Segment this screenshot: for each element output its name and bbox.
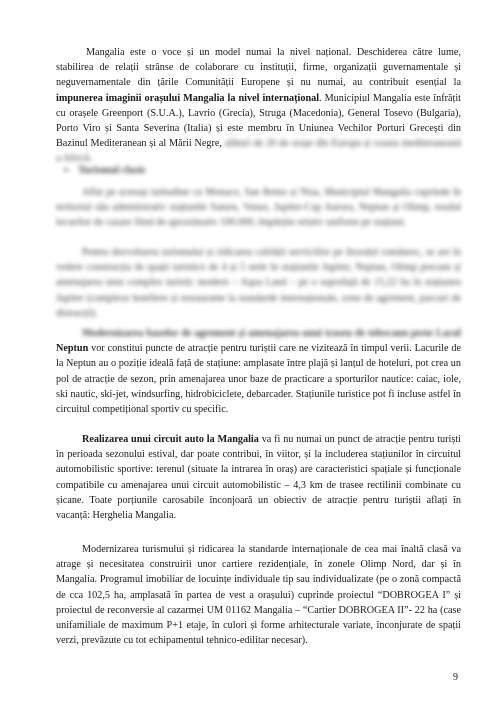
bold-phrase: Neptun: [56, 343, 89, 355]
bold-phrase: impunerea imaginii orașului Mangalia la nivel internațional: [56, 92, 320, 104]
bullet-arrow-icon: ➢: [62, 165, 71, 176]
paragraph-classic-tourism: Aflat pe aceeași latitudine cu Monaco, San Remo și Nisa, Municipiul Mangalia cuprinde în teritoriul său administrativ stațiunile Saturn, Venus, Jupiter-Cap Aurora, Neptun și Olimp, totalul locurilor de cazare fiind de aproximativ 100.000, împărțite relativ uniform pe stațiuni.: [56, 187, 461, 229]
paragraph-residential: Modernizarea turismului și ridicarea la standarde internaționale de cea mai înaltă clasă va atrage și necesitatea construirii unor cartiere rezidențiale, în zonele Olimp Nord, dar și în Mangalia. Programul imobiliar de locuințe individuale tip sau individualizate (pe o zonă compactă de cca 102,5 ha, amplasată în partea de vest a orașului) cuprinde proiectul “DOBROGEA I” și proiectul de reconversie al cazarmei UM 01162 Mangalia – “Cartier DOBROGEA II”- 22 ha (case unifamiliale de maximum P+1 etaje, în culori și forme arhitecturale variate, înconjurate de spații verzi, prevăzute cu tot echipamentul tehnico-edilitar necesar).: [56, 544, 461, 647]
paragraph-neptun-lakes: [56, 326, 461, 417]
paragraph-development: Pentru dezvoltarea turismului și ridicarea calității serviciilor pe litoralul românesc, se are în vedere construcția de spații turistice de 4 și 5 stele în stațiunile Jupiter, Neptun, Olimp precum și amenajarea unui complex turistic modern – Aqua Land – pe o suprafață de 15,22 ha în stațiunea Jupiter (complexe hoteliere și restaurante la standarde internaționale, zone de agrement, parcuri de distracții).: [56, 247, 461, 319]
paragraph-text: . Municipiul Mangalia este înfrățit cu orașele Greenport (S.U.A.), Lavrio (Grecia), Struga (Macedonia), General Tosevo (Bulgaria), Porto Viro și Santa Severina (Italia) și este membru în Uniunea Vechilor Porturi Grecești din Bazinul Mediteranean și al Mării Negre,: [56, 92, 461, 150]
blurred-heading: Modernizarea bazelor de agrement și amenajarea unui traseu de telescaun peste Lacul: [82, 328, 461, 339]
page-number: 9: [453, 672, 458, 683]
paragraph-text: vor constitui puncte de atracție pentru turiștii care ne vizitează în timpul verii. Lacurile de la Neptun au o poziție ideală față de stațiune: amplasate între plajă și lanțul de hoteluri, pot crea un pol de atracție de sezon, prin amenajarea unor baze de practicare a sporturilor nautice: caiac, iole, ski nautic, ski-jet, windsurfing, hidrobiciclete, debarcader. Stațiunile turistice pot fi incluse astfel în circuitul competițional sportiv cu specific.: [56, 343, 461, 416]
paragraph-text: va fi nu numai un punct de atracție pentru turiști în perioada sezonului estival, dar poate contribui, în viitor, și la includerea stațiunilor în circuitul automobilistic sportive: terenul (situate la intrarea în oraș) are caracteristici spațiale și funcționale compatibile cu amenajarea unui circuit automobilistic – 4,3 km de trasee rectilinii combinate cu șicane. Toate porțiunile carosabile înconjoară un obiectiv de atracție pentru turiștii aflați în vacanță: Herghelia Mangalia.: [56, 434, 461, 522]
paragraph-city-image: [56, 45, 461, 167]
bold-phrase: Realizarea unui circuit auto la Mangalia: [82, 434, 259, 445]
section-title: Turismul clasic: [78, 165, 147, 176]
paragraph-text: Mangalia este o voce și un model numai la nivel național. Deschiderea către lume, stabilirea de relații strânse de colaborare cu instituții, firme, organizații guvernamentale și neguvernamentale din țările Comunității Europene și nu numai, au contribuit esențial la: [56, 47, 461, 89]
paragraph-auto-circuit: [56, 432, 461, 523]
blurred-text: alături de 20 de orașe din Europa și coasta mediteraneană a Africii.: [56, 138, 461, 165]
